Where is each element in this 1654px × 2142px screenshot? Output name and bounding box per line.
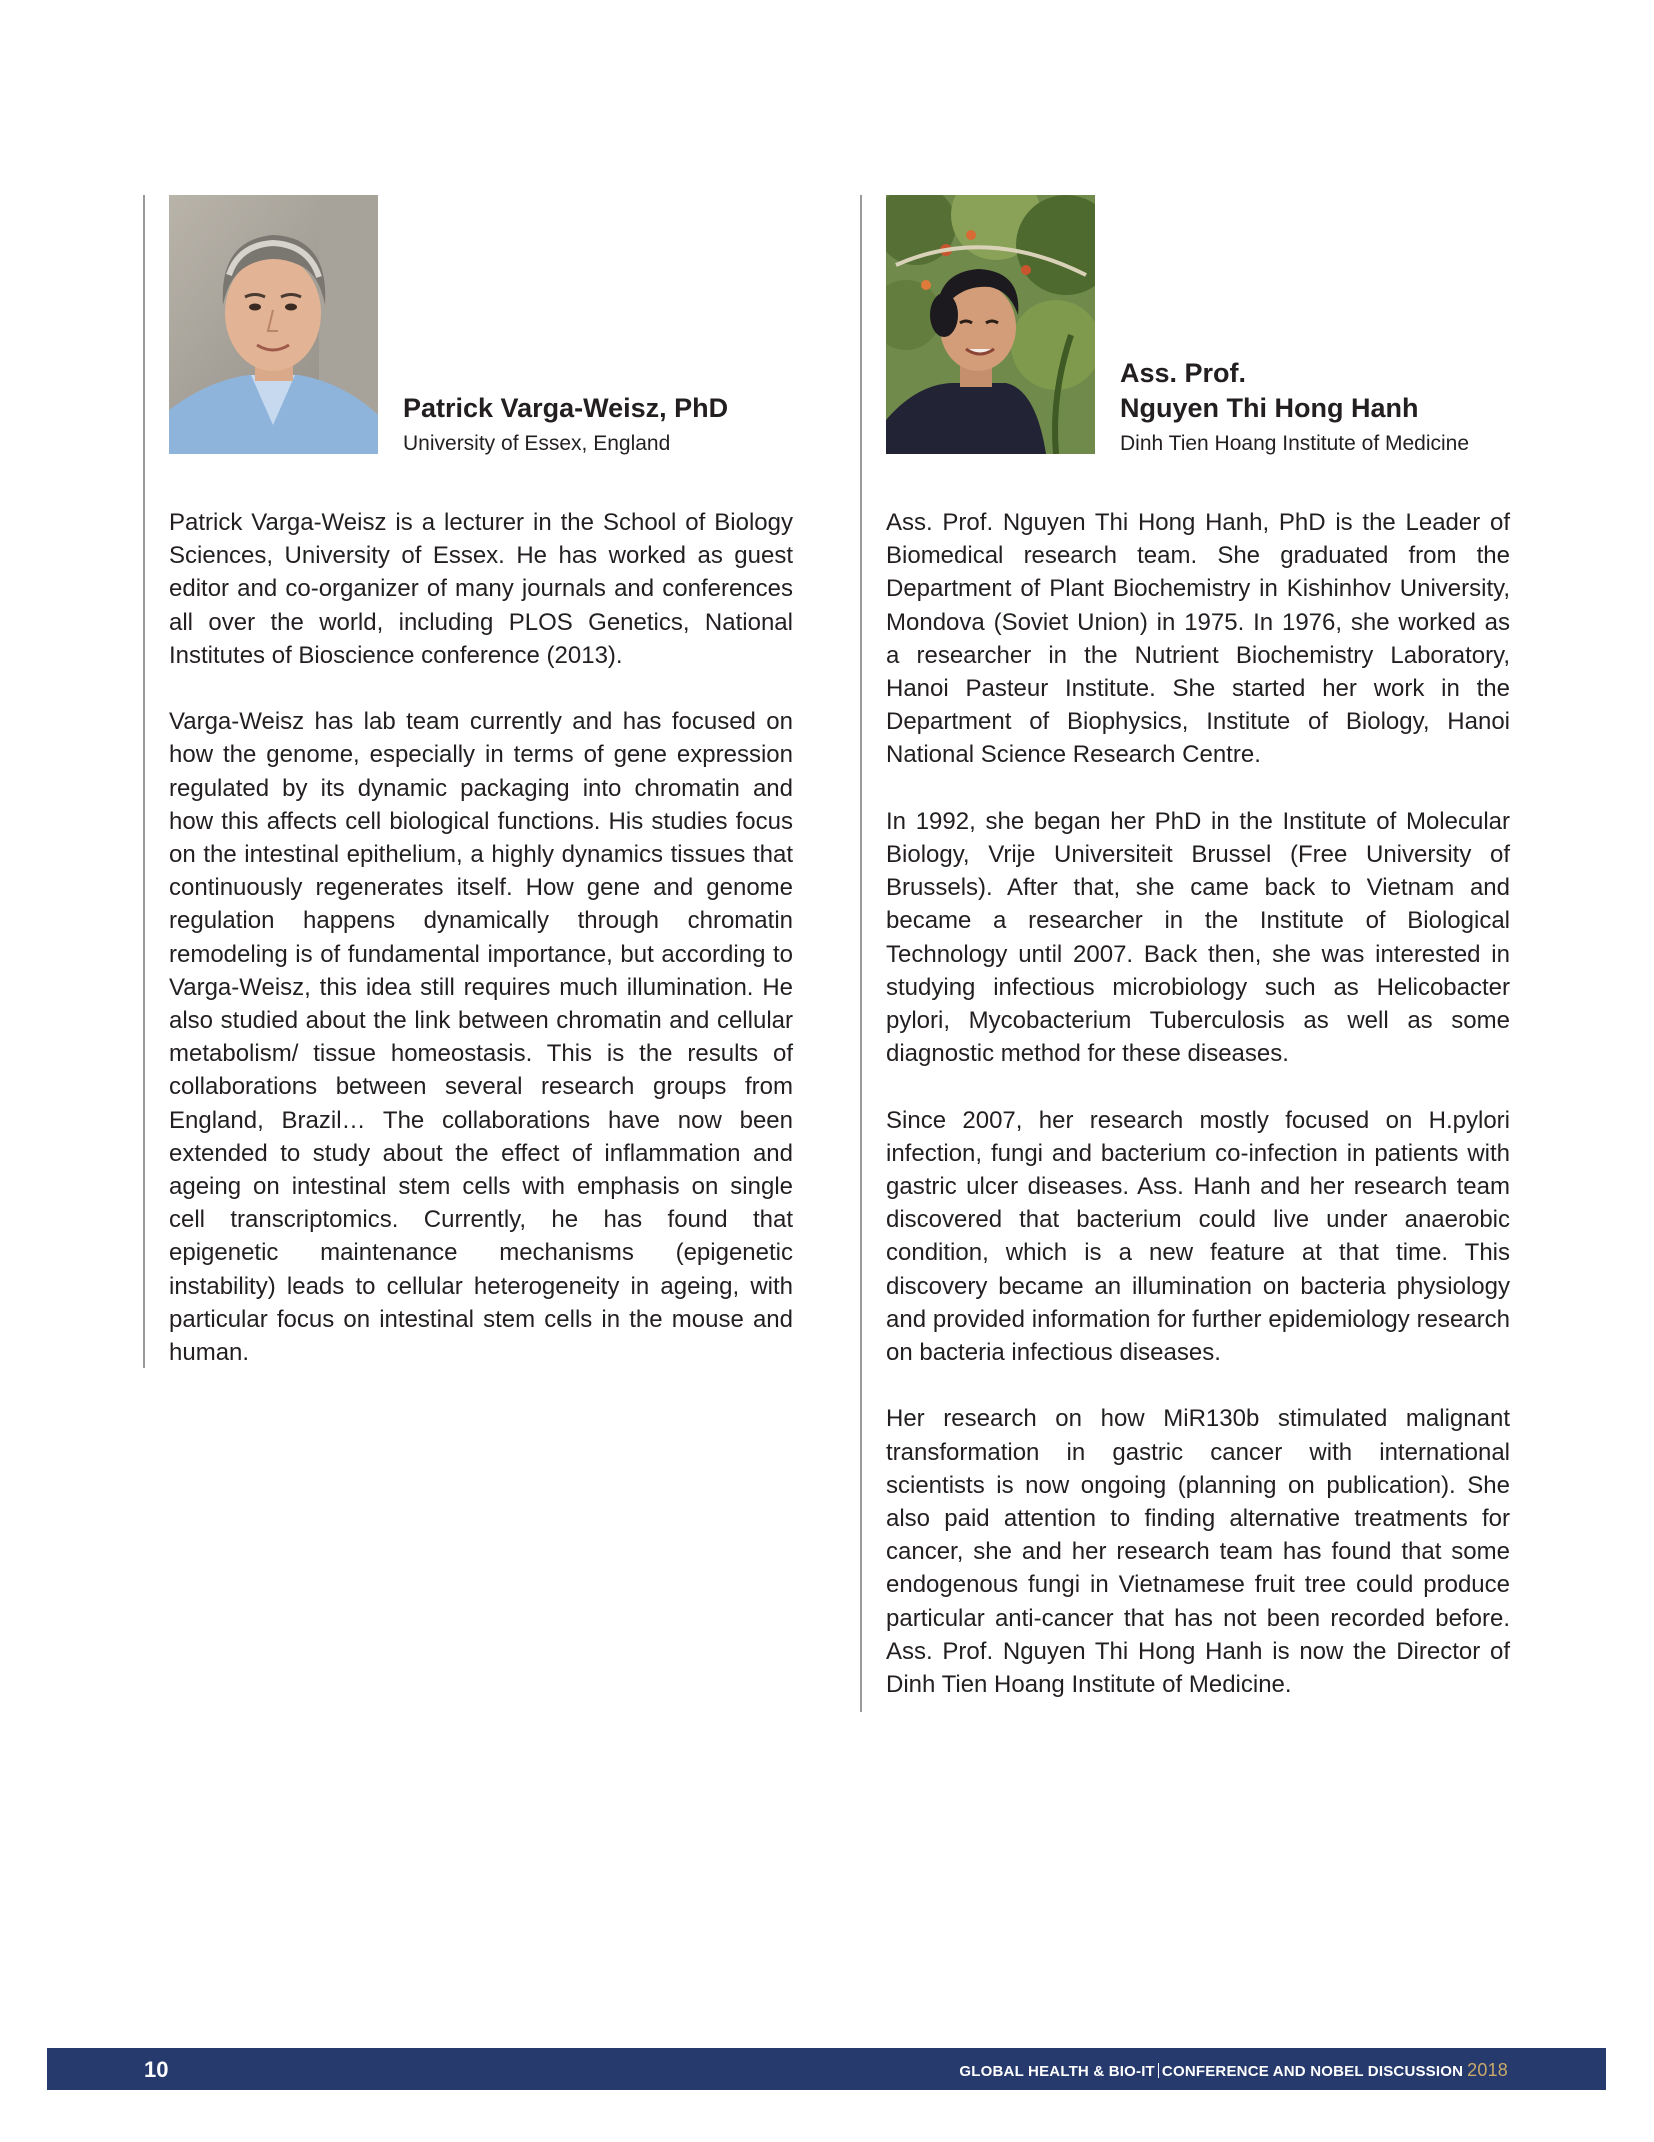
profile-name: Patrick Varga-Weisz, PhD: [403, 393, 729, 423]
bio-paragraph: Ass. Prof. Nguyen Thi Hong Hanh, PhD is the Leader of Biomedical research team. She graduated from the Department of Plant Biochemistry in Kishinhov University, Mondova (Soviet Union) in 1975. In 1976, she worked as a researcher in the Nutrient Biochemistry Laboratory, Hanoi Pasteur Institute. She started her work in the Department of Biophysics, Institute of Biology, Hanoi National Science Research Centre.: [886, 509, 1510, 769]
page-footer: [47, 2048, 1606, 2090]
profile-heading: [1120, 356, 1469, 458]
profile-affiliation: University of Essex, England: [403, 432, 671, 455]
portrait-photo-man: [169, 195, 378, 454]
profile-bio: [169, 506, 793, 1402]
footer-publication-title: [959, 2061, 1508, 2081]
profile-heading: [403, 391, 728, 458]
page-number: 10: [144, 2057, 169, 2082]
profile-name: Nguyen Thi Hong Hanh: [1120, 393, 1419, 423]
profile-title: Ass. Prof.: [1120, 358, 1247, 388]
profile-affiliation: Dinh Tien Hoang Institute of Medicine: [1120, 432, 1470, 455]
profile-header: [145, 195, 797, 458]
footer-divider: [1158, 2063, 1159, 2078]
footer-left-text: GLOBAL HEALTH & BIO-IT: [959, 2063, 1155, 2080]
footer-right-text: CONFERENCE AND NOBEL DISCUSSION: [1161, 2063, 1464, 2080]
bio-paragraph: Patrick Varga-Weisz is a lecturer in the School of Biology Sciences, University of Essex. He has worked as guest editor and co-organizer of many journals and conferences all over the world, including PLOS Genetics, National Institutes of Bioscience conference (2013).: [169, 509, 793, 669]
bio-paragraph: Since 2007, her research mostly focused on H.pylori infection, fungi and bacterium co-infection in patients with gastric ulcer diseases. Ass. Hanh and her research team discovered that bacterium could live under anaerobic condition, which is a new feature at that time. This discovery became an illumination on bacteria physiology and provided information for further epidemiology research on bacteria infectious diseases.: [886, 1106, 1510, 1367]
profile-column-left: [143, 195, 797, 1368]
profile-column-right: [860, 195, 1514, 1712]
bio-paragraph: Her research on how MiR130b stimulated malignant transformation in gastric cancer with international scientists is now ongoing (planning on publication). She also paid attention to finding alternative treatments for cancer, she and her research team has found that some endogenous fungi in Vietnamese fruit tree could produce particular anti-cancer that has not been recorded before. Ass. Prof. Nguyen Thi Hong Hanh is now the Director of Dinh Tien Hoang Institute of Medicine.: [886, 1405, 1510, 1699]
profile-bio: [886, 506, 1510, 1734]
footer-year: 2018: [1467, 2060, 1508, 2080]
bio-paragraph: Varga-Weisz has lab team currently and has focused on how the genome, especially in terms of gene expression regulated by its dynamic packaging into chromatin and how this affects cell biological functions. His studies focus on the intestinal epithelium, a highly dynamics tissues that continuously regenerates itself. How gene and genome regulation happens dynamically through chromatin remodeling is of fundamental importance, but according to Varga-Weisz, this idea still requires much illumination. He also studied about the link between chromatin and cellular metabolism/ tissue homeostasis. This is the results of collaborations between several research groups from England, Brazil… The collaborations have now been extended to study about the effect of inflammation and ageing on intestinal stem cells with emphasis on single cell transcriptomics. Currently, he has found that epigenetic maintenance mechanisms (epigenetic instability) leads to cellular heterogeneity in ageing, with particular focus on intestinal stem cells in the mouse and human.: [169, 708, 793, 1367]
bio-paragraph: In 1992, she began her PhD in the Institute of Molecular Biology, Vrije Universiteit Brussel (Free University of Brussels). After that, she came back to Vietnam and became a researcher in the Institute of Biological Technology until 2007. Back then, she was interested in studying infectious microbiology such as Helicobacter pylori, Mycobacterium Tuberculosis as well as some diagnostic method for these diseases.: [886, 807, 1510, 1068]
portrait-photo-woman: [886, 195, 1095, 454]
profile-header: [862, 195, 1514, 458]
